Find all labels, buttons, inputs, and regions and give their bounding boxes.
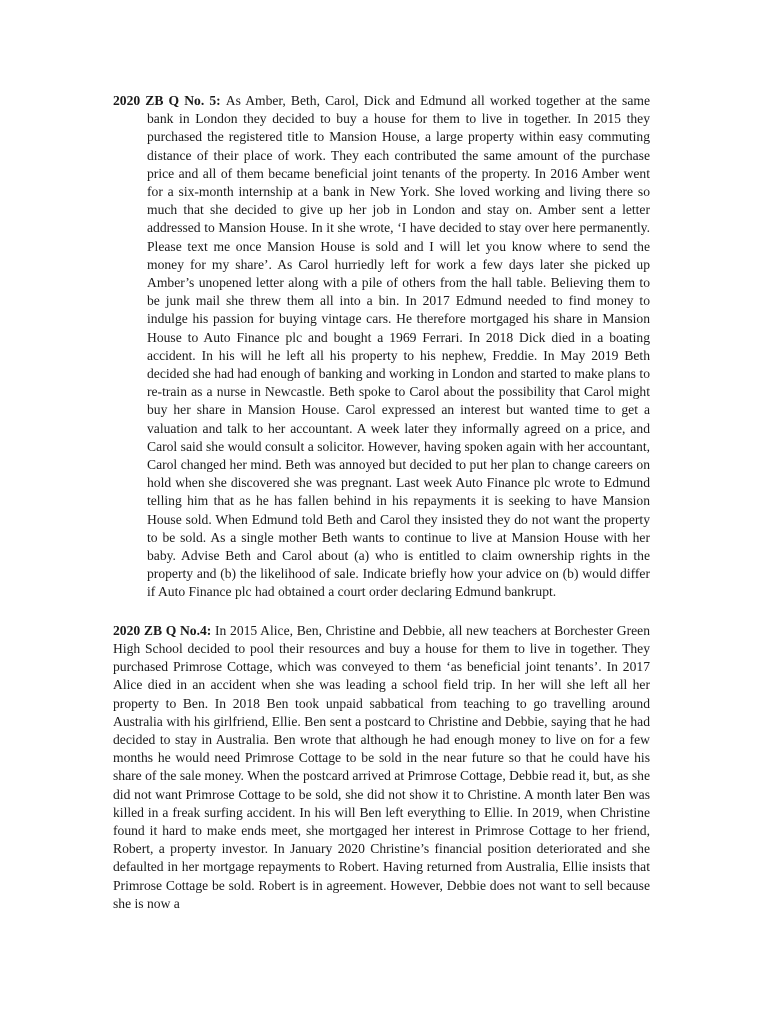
question-q5-body bbox=[113, 92, 650, 602]
question-q4-label: 2020 ZB Q No.4: bbox=[113, 622, 216, 638]
question-q5-text: As Amber, Beth, Carol, Dick and Edmund all worked together at the same bank in London they decided to buy a house for them to live in together. In 2015 they purchased the registered title to Mansion House, a large property within easy commuting distance of their place of work. They each contributed the same amount of the purchase price and all of them became beneficial joint tenants of the property. In 2016 Amber went for a six-month internship at a bank in New York. She loved working and living there so much that she decided to give up her job in London and stay on. Amber sent a letter addressed to Mansion House. In it she wrote, ‘I have decided to stay over here permanently. Please text me once Mansion House is sold and I will let you know where to send the money for my share’. As Carol hurriedly left for work a few days later she picked up Amber’s unopened letter along with a pile of others from the hall table. Believing them to be junk mail she threw them all into a bin. In 2017 Edmund needed to find money to indulge his passion for buying vintage cars. He therefore mortgaged his share in Mansion House to Auto Finance plc and bought a 1969 Ferrari. In 2018 Dick died in a boating accident. In his will he left all his property to his nephew, Freddie. In May 2019 Beth decided she had had enough of banking and working in London and started to make plans to re-train as a nurse in Newcastle. Beth spoke to Carol about the possibility that Carol might buy her share in Mansion House. Carol expressed an interest but wanted time to get a valuation and talk to her accountant. A week later they informally agreed on a price, and Carol said she would consult a solicitor. However, having spoken again with her accountant, Carol changed her mind. Beth was annoyed but decided to put her plan to change careers on hold when she discovered she was pregnant. Last week Auto Finance plc wrote to Edmund telling him that as he has fallen behind in his repayments it is seeking to have Mansion House sold. When Edmund told Beth and Carol they insisted they do not want the property to be sold. As a single mother Beth wants to continue to live at Mansion House with her baby. Advise Beth and Carol about (a) who is entitled to claim ownership rights in the property and (b) the likelihood of sale. Indicate briefly how your advice on (b) would differ if Auto Finance plc had obtained a court order declaring Edmund bankrupt. bbox=[147, 93, 650, 600]
question-block-q4 bbox=[113, 622, 650, 913]
question-q4-text: In 2015 Alice, Ben, Christine and Debbie, all new teachers at Borchester Green High School decided to pool their resources and buy a house for them to live in together. They purchased Primrose Cottage, which was conveyed to them ‘as beneficial joint tenants’. In 2017 Alice died in an accident when she was leading a school field trip. In her will she left all her property to Ben. In 2018 Ben took unpaid sabbatical from teaching to go travelling around Australia with his girlfriend, Ellie. Ben sent a postcard to Christine and Debbie, saying that he had decided to stay in Australia. Ben wrote that although he had enough money to live on for a few months he would need Primrose Cottage to be sold in the near future so that he could have his share of the sale money. When the postcard arrived at Primrose Cottage, Debbie read it, but, as she did not want Primrose Cottage to be sold, she did not show it to Christine. A month later Ben was killed in a freak surfing accident. In his will Ben left everything to Ellie. In 2019, when Christine found it hard to make ends meet, she mortgaged her interest in Primrose Cottage to her friend, Robert, a property investor. In January 2020 Christine’s financial position deteriorated and she defaulted in her mortgage repayments to Robert. Having returned from Australia, Ellie insists that Primrose Cottage be sold. Robert is in agreement. However, Debbie does not want to sell because she is now a bbox=[113, 622, 650, 911]
document-page bbox=[113, 92, 650, 913]
question-block-q5 bbox=[113, 92, 650, 602]
question-q5-label: 2020 ZB Q No. 5: bbox=[113, 93, 226, 108]
